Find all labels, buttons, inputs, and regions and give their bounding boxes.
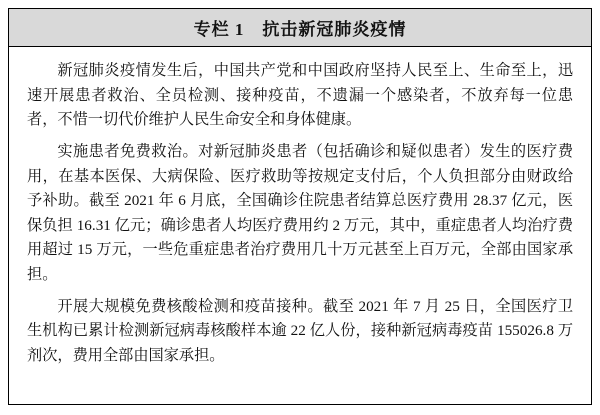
callout-title: 专栏 1 抗击新冠肺炎疫情: [193, 20, 407, 39]
callout-box: [8, 8, 592, 405]
callout-title-bar: [9, 9, 591, 47]
callout-body: [9, 47, 591, 379]
paragraph: 实施患者免费救治。对新冠肺炎患者（包括确诊和疑似患者）发生的医疗费用，在基本医保、大病保险、医疗救助等按规定支付后，个人负担部分由财政给予补助。截至 2021 年 6 月底，全国确诊住院患者结算总医疗费用 28.37 亿元，医保负担 16.31 亿元；确诊患者人均医疗费用约 2 万元，其中，重症患者人均治疗费用超过 15 万元，一些危重症患者治疗费用几十万元甚至上百万元，全部由国家承担。: [27, 142, 573, 283]
paragraph: 开展大规模免费核酸检测和疫苗接种。截至 2021 年 7 月 25 日，全国医疗卫生机构已累计检测新冠病毒核酸样本逾 22 亿人份，接种新冠病毒疫苗 155026.8 万剂次，费用全部由国家承担。: [27, 297, 573, 364]
paragraph: 新冠肺炎疫情发生后，中国共产党和中国政府坚持人民至上、生命至上，迅速开展患者救治、全员检测、接种疫苗，不遗漏一个感染者，不放弃每一位患者，不惜一切代价维护人民生命安全和身体健康。: [27, 62, 573, 129]
